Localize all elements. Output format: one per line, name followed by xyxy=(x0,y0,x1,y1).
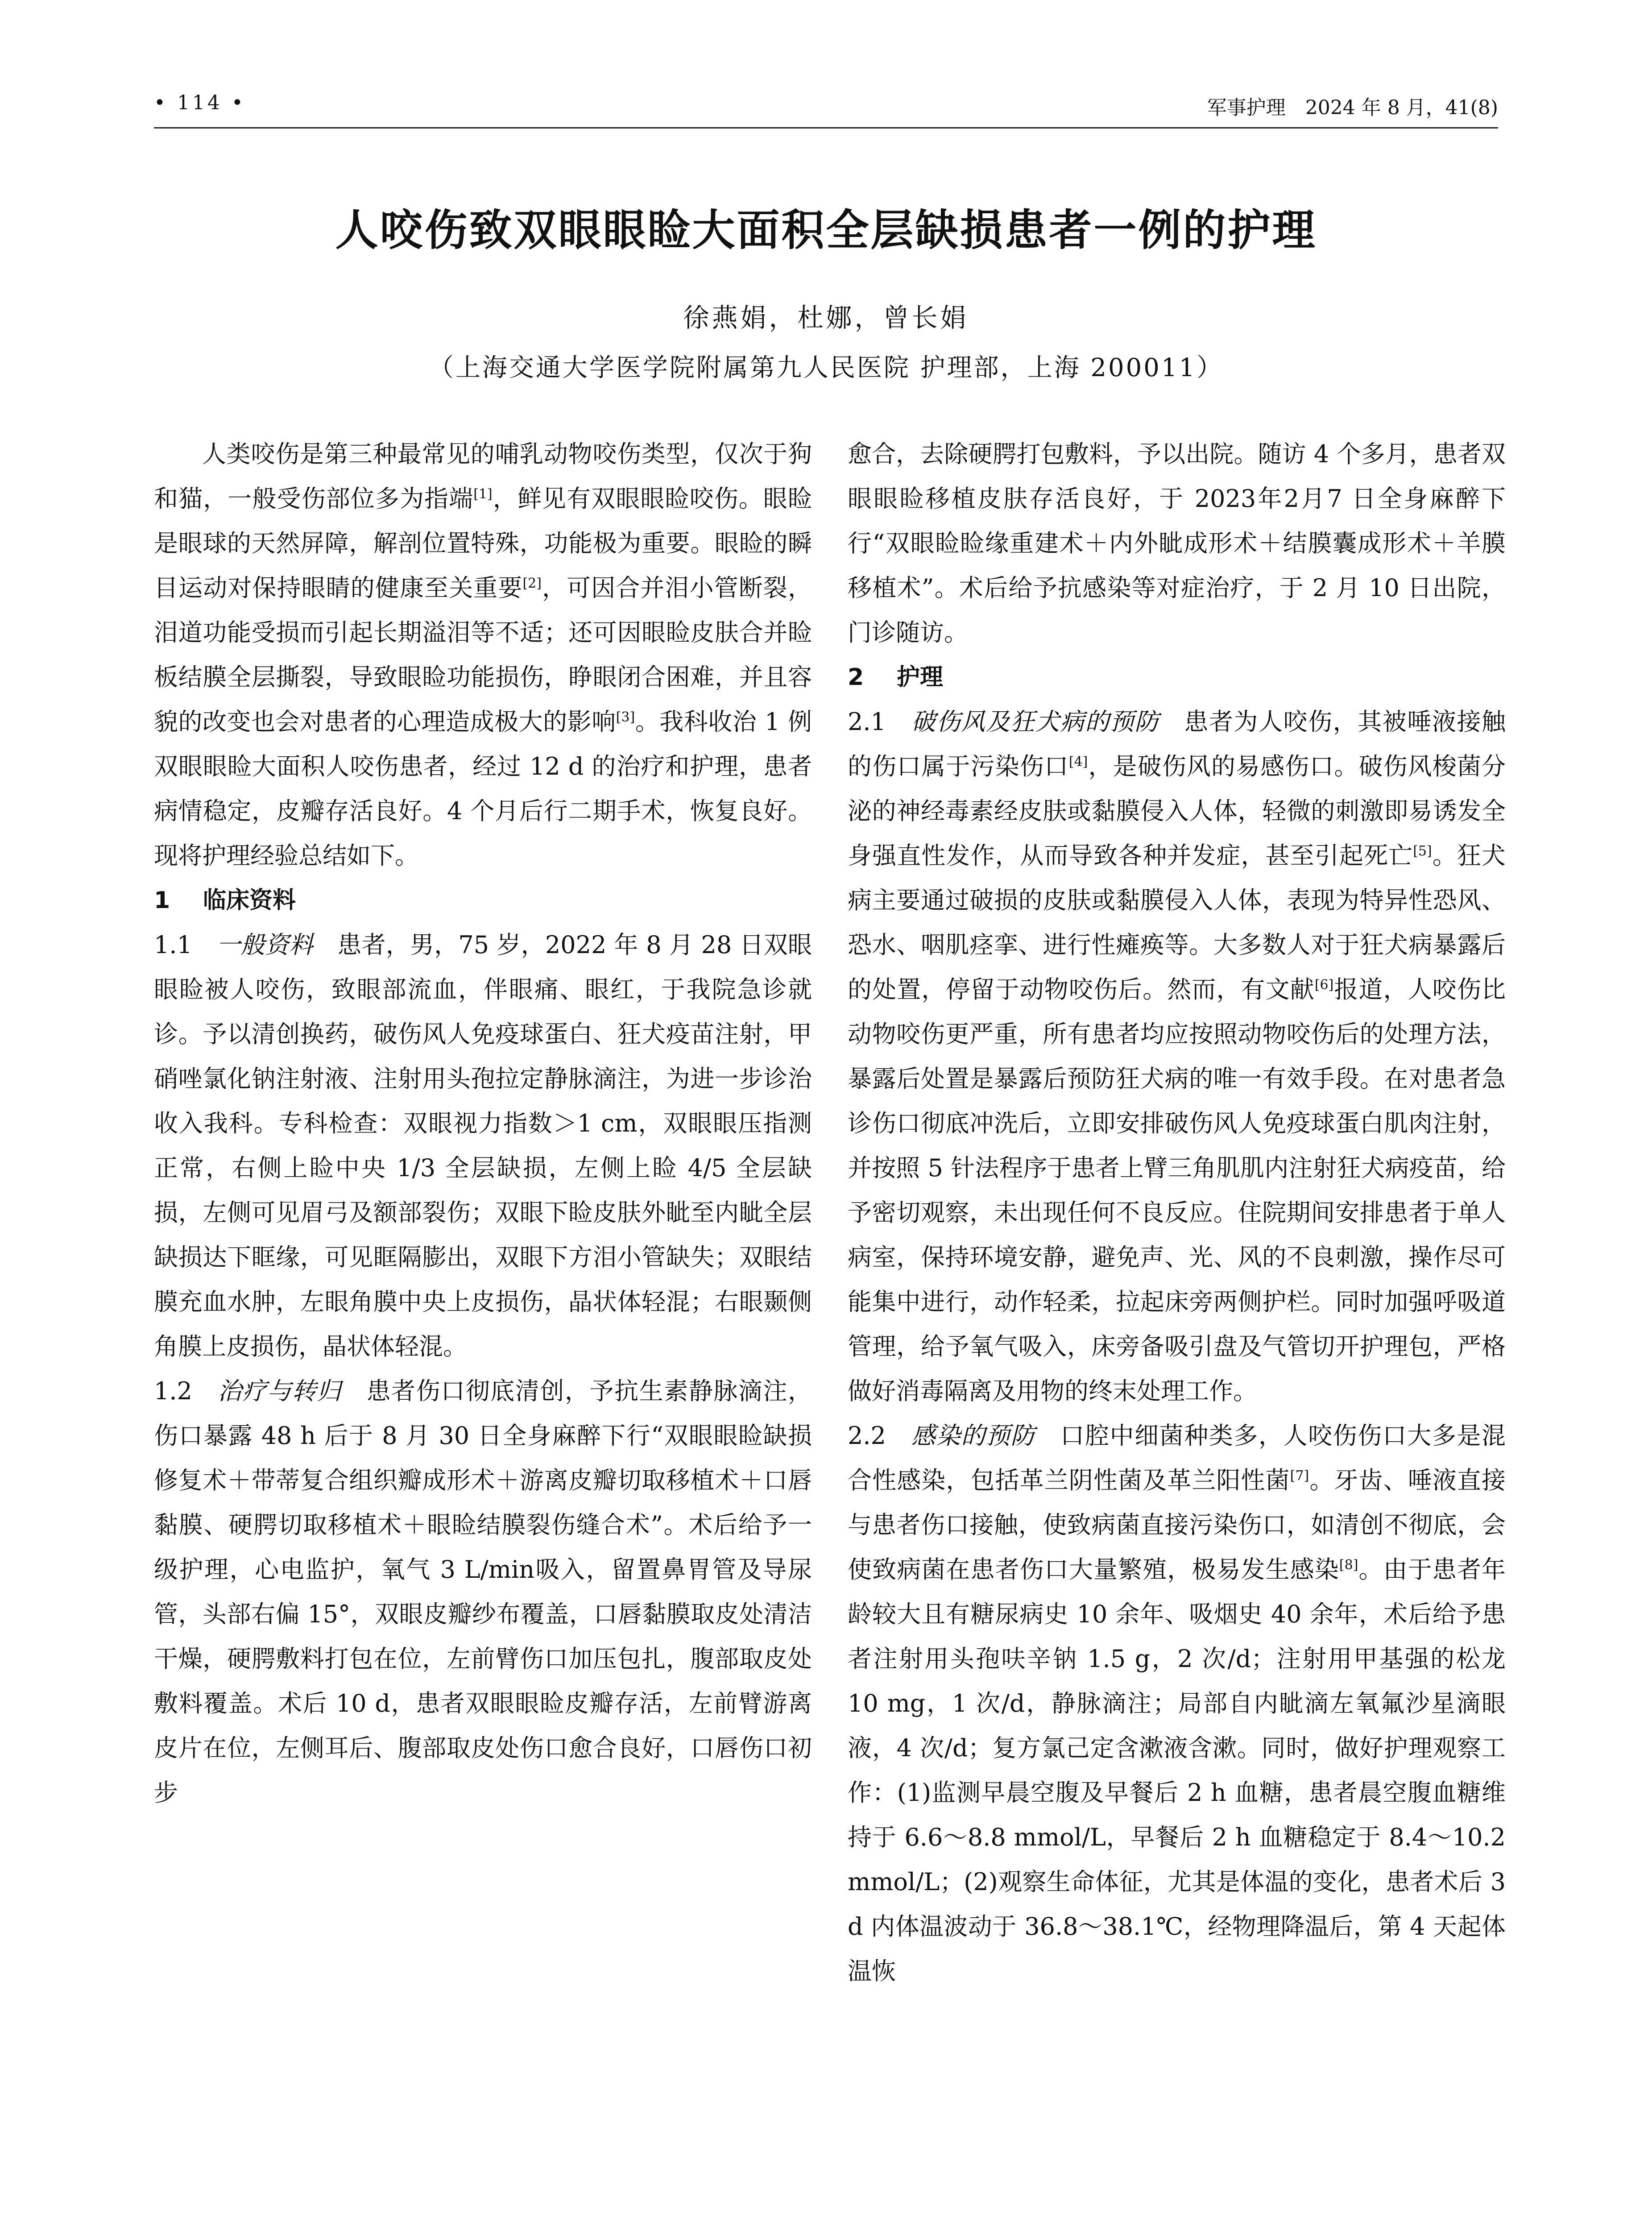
section-heading-1: 1 临床资料 xyxy=(154,887,296,914)
article-authors: 徐燕娟，杜娜，曾长娟 xyxy=(683,303,969,333)
page-number: • 114 • xyxy=(154,91,246,114)
continued-paragraph: 愈合，去除硬腭打包敷料，予以出院。随访 4 个多月，患者双眼眼睑移植皮肤存活良好，于 2023年2月7 日全身麻醉下行“双眼睑睑缘重建术＋内外眦成形术＋结膜囊成形术＋羊膜移植术”。术后给予抗感染等对症治疗，于 2 月 10 日出院，门诊随访。 xyxy=(848,440,1506,647)
citation-ref[interactable]: [4] xyxy=(1068,754,1088,770)
article-affiliation: （上海交通大学医学院附属第九人民医院 护理部，上海 200011） xyxy=(428,353,1224,382)
subsection-2-2: 2.2 感染的预防 口腔中细菌种类多，人咬伤伤口大多是混合性感染，包括革兰阴性菌及革兰阳性菌[7]。牙齿、唾液直接与患者伤口接触，使致病菌直接污染伤口，如清创不彻底，会使致病菌在患者伤口大量繁殖，极易发生感染[8]。由于患者年龄较大且有糖尿病史 10 余年、吸烟史 40 余年，术后给予患者注射用头孢呋辛钠 1.5 g，2 次/d；注射用甲基强的松龙 10 mg，1 次/d，静脉滴注；局部自内眦滴左氧氟沙星滴眼液，4 次/d；复方氯己定含漱液含漱。同时，做好护理观察工作：(1)监测早晨空腹及早餐后 2 h 血糖，患者晨空腹血糖维持于 6.6～8.8 mmol/L，早餐后 2 h 血糖稳定于 8.4～10.2 mmol/L；(2)观察生命体征，尤其是体温的变化，患者术后 3 d 内体温波动于 36.8～38.1℃，经物理降温后，第 4 天起体温恢 xyxy=(848,1422,1506,1985)
header-rule xyxy=(154,127,1498,129)
citation-ref[interactable]: [2] xyxy=(522,576,542,591)
subsection-2-1: 2.1 破伤风及狂犬病的预防 患者为人咬伤，其被唾液接触的伤口属于污染伤口[4]，是破伤风的易感伤口。破伤风梭菌分泌的神经毒素经皮肤或黏膜侵入人体，轻微的刺激即易诱发全身强直性发作，从而导致各种并发症，甚至引起死亡[5]。狂犬病主要通过破损的皮肤或黏膜侵入人体，表现为特异性恐风、恐水、咽肌痉挛、进行性瘫痪等。大多数人对于狂犬病暴露后的处置，停留于动物咬伤后。然而，有文献[6]报道，人咬伤比动物咬伤更严重，所有患者均应按照动物咬伤后的处理方法，暴露后处置是暴露后预防狂犬病的唯一有效手段。在对患者急诊伤口彻底冲洗后，立即安排破伤风人免疫球蛋白肌肉注射，并按照 5 针法程序于患者上臂三角肌肌内注射狂犬病疫苗，给予密切观察，未出现任何不良反应。住院期间安排患者于单人病室，保持环境安静，避免声、光、风的不良刺激，操作尽可能集中进行，动作轻柔，拉起床旁两侧护栏。同时加强呼吸道管理，给予氧气吸入，床旁备吸引盘及气管切开护理包，严格做好消毒隔离及用物的终末处理工作。 xyxy=(848,708,1506,1405)
citation-ref[interactable]: [7] xyxy=(1290,1468,1309,1484)
left-column xyxy=(154,432,812,1815)
citation-ref[interactable]: [3] xyxy=(616,709,635,725)
journal-info: 军事护理 2024 年 8 月，41(8) xyxy=(1207,96,1498,119)
citation-ref[interactable]: [1] xyxy=(473,486,493,502)
section-heading-2: 2 护理 xyxy=(848,664,944,691)
subsection-1-2: 1.2 治疗与转归 患者伤口彻底清创，予抗生素静脉滴注，伤口暴露 48 h 后于 8 月 30 日全身麻醉下行“双眼眼睑缺损修复术＋带蒂复合组织瓣成形术＋游离皮瓣切取移植术＋口唇黏膜、硬腭切取移植术＋眼睑结膜裂伤缝合术”。术后给予一级护理，心电监护，氧气 3 L/min吸入，留置鼻胃管及导尿管，头部右偏 15°，双眼皮瓣纱布覆盖，口唇黏膜取皮处清洁干燥，硬腭敷料打包在位，左前臂伤口加压包扎，腹部取皮处敷料覆盖。术后 10 d，患者双眼眼睑皮瓣存活，左前臂游离皮片在位，左侧耳后、腹部取皮处伤口愈合良好，口唇伤口初步 xyxy=(154,1377,812,1807)
citation-ref[interactable]: [8] xyxy=(1339,1557,1358,1573)
subsection-1-1: 1.1 一般资料 患者，男，75 岁，2022 年 8 月 28 日双眼眼睑被人咬伤，致眼部流血，伴眼痛、眼红，于我院急诊就诊。予以清创换药，破伤风人免疫球蛋白、狂犬疫苗注射，甲硝唑氯化钠注射液、注射用头孢拉定静脉滴注，为进一步诊治收入我科。专科检查：双眼视力指数＞1 cm，双眼眼压指测正常，右侧上睑中央 1/3 全层缺损，左侧上睑 4/5 全层缺损，左侧可见眉弓及额部裂伤；双眼下睑皮肤外眦至内眦全层缺损达下眶缘，可见眶隔膨出，双眼下方泪小管缺失；双眼结膜充血水肿，左眼角膜中央上皮损伤，晶状体轻混；右眼颞侧角膜上皮损伤，晶状体轻混。 xyxy=(154,931,812,1360)
right-column xyxy=(848,432,1506,1994)
citation-ref[interactable]: [6] xyxy=(1314,977,1334,993)
intro-paragraph: 人类咬伤是第三种最常见的哺乳动物咬伤类型，仅次于狗和猫，一般受伤部位多为指端[1]，鲜见有双眼眼睑咬伤。眼睑是眼球的天然屏障，解剖位置特殊，功能极为重要。眼睑的瞬目运动对保持眼睛的健康至关重要[2]，可因合并泪小管断裂，泪道功能受损而引起长期溢泪等不适；还可因眼睑皮肤合并睑板结膜全层撕裂，导致眼睑功能损伤，睁眼闭合困难，并且容貌的改变也会对患者的心理造成极大的影响[3]。我科收治 1 例双眼眼睑大面积人咬伤患者，经过 12 d 的治疗和护理，患者病情稳定，皮瓣存活良好。4 个月后行二期手术，恢复良好。现将护理经验总结如下。 xyxy=(154,440,812,870)
article-title: 人咬伤致双眼眼睑大面积全层缺损患者一例的护理 xyxy=(335,205,1317,255)
citation-ref[interactable]: [5] xyxy=(1413,843,1432,859)
